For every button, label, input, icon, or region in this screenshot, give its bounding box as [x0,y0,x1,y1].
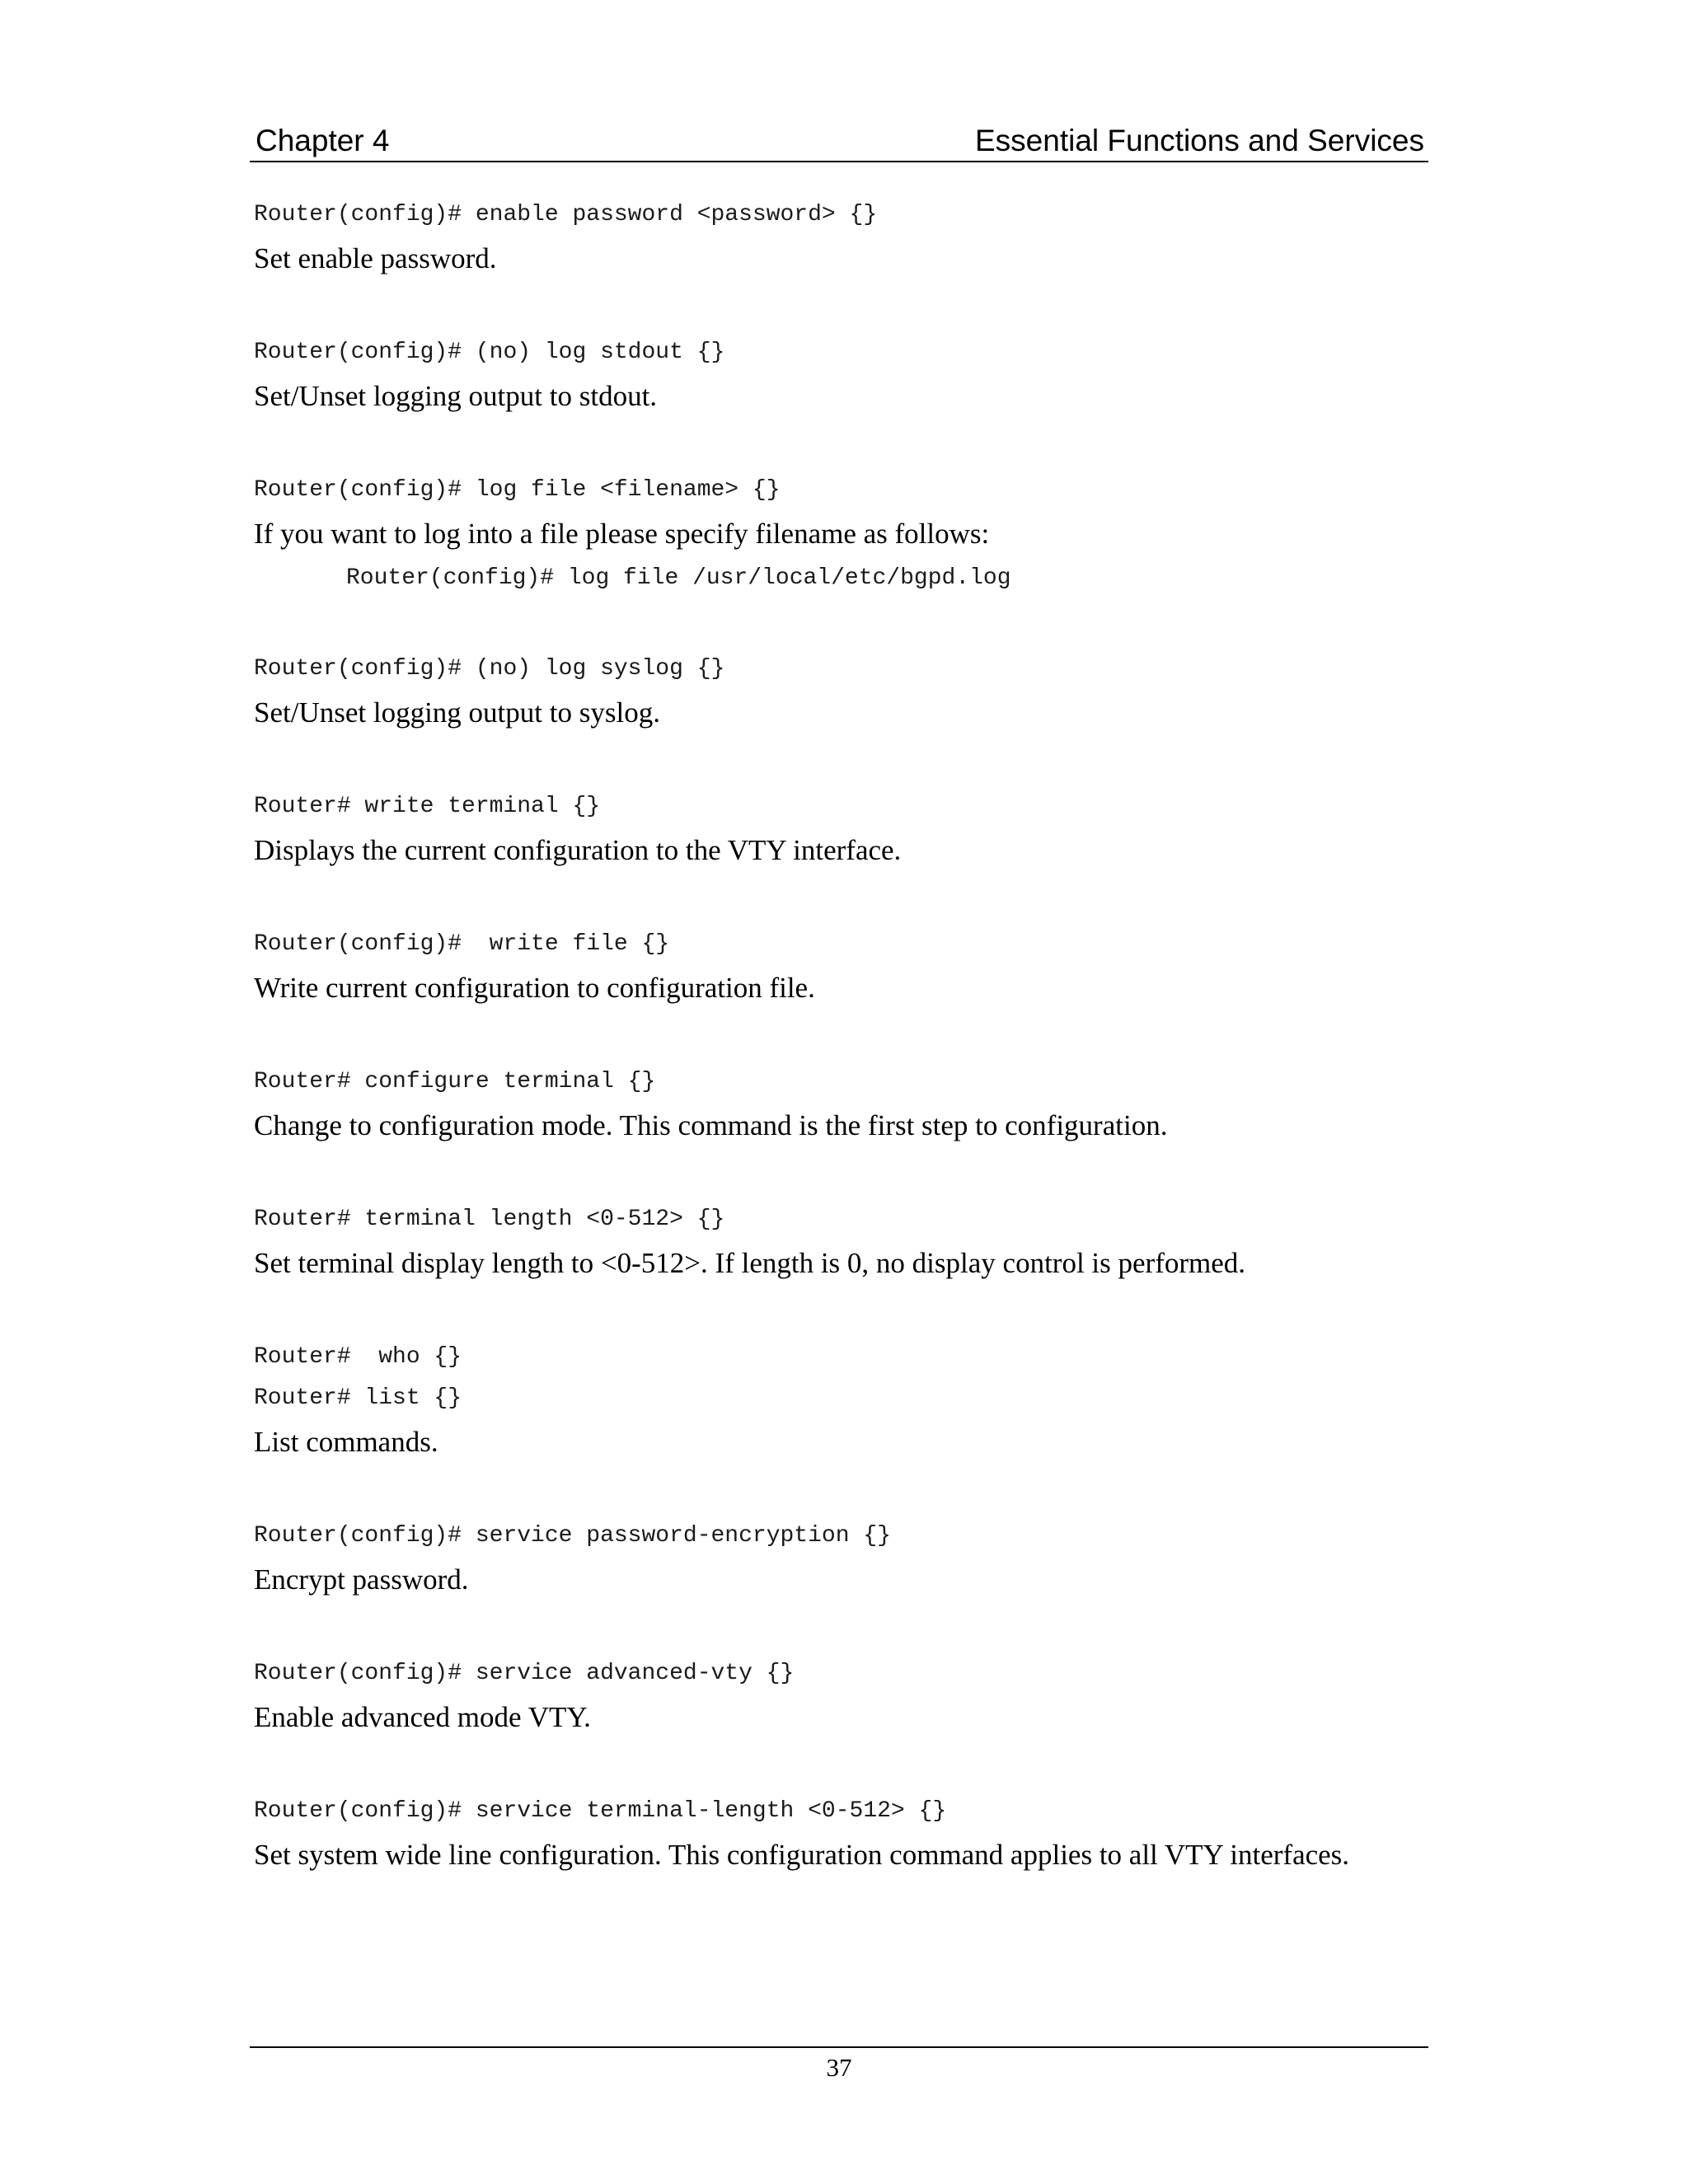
description-write-terminal: Displays the current configuration to the VTY interface. [254,834,902,866]
description-password-encryption: Encrypt password. [254,1563,469,1596]
description-advanced-vty: Enable advanced mode VTY. [254,1701,591,1733]
description-log-stdout: Set/Unset logging output to stdout. [254,380,658,412]
example-log-file: Router(config)# log file /usr/local/etc/bgpd.log [346,565,1011,591]
description-write-file: Write current configuration to configuration file. [254,972,815,1004]
command-service-terminal-length: Router(config)# service terminal-length <0-512> {} [254,1798,947,1824]
description-log-syslog: Set/Unset logging output to syslog. [254,696,660,729]
command-list: Router# list {} [254,1385,462,1411]
command-advanced-vty: Router(config)# service advanced-vty {} [254,1661,795,1686]
command-log-stdout: Router(config)# (no) log stdout {} [254,340,725,365]
command-log-file: Router(config)# log file <filename> {} [254,477,781,503]
command-enable-password: Router(config)# enable password <password> {} [254,202,878,227]
description-enable-password: Set enable password. [254,242,497,274]
command-log-syslog: Router(config)# (no) log syslog {} [254,656,725,682]
description-terminal-length: Set terminal display length to <0-512>. If length is 0, no display control is performed. [254,1247,1246,1279]
description-log-file: If you want to log into a file please specify filename as follows: [254,518,990,550]
description-list: List commands. [254,1426,438,1458]
chapter-label: Chapter 4 [256,124,390,157]
footer-divider [250,2046,1428,2048]
section-title: Essential Functions and Services [975,124,1424,157]
header-divider [250,161,1428,162]
command-write-file: Router(config)# write file {} [254,931,670,957]
command-who: Router# who {} [254,1344,462,1370]
command-password-encryption: Router(config)# service password-encryption {} [254,1523,891,1549]
command-terminal-length: Router# terminal length <0-512> {} [254,1207,725,1232]
page-number: 37 [826,2053,852,2082]
page-header [252,122,1424,160]
description-service-terminal-length: Set system wide line configuration. This configuration command applies to all VTY interfaces. [254,1839,1350,1871]
description-configure-terminal: Change to configuration mode. This command is the first step to configuration. [254,1109,1168,1141]
command-write-terminal: Router# write terminal {} [254,794,601,819]
command-configure-terminal: Router# configure terminal {} [254,1069,656,1094]
